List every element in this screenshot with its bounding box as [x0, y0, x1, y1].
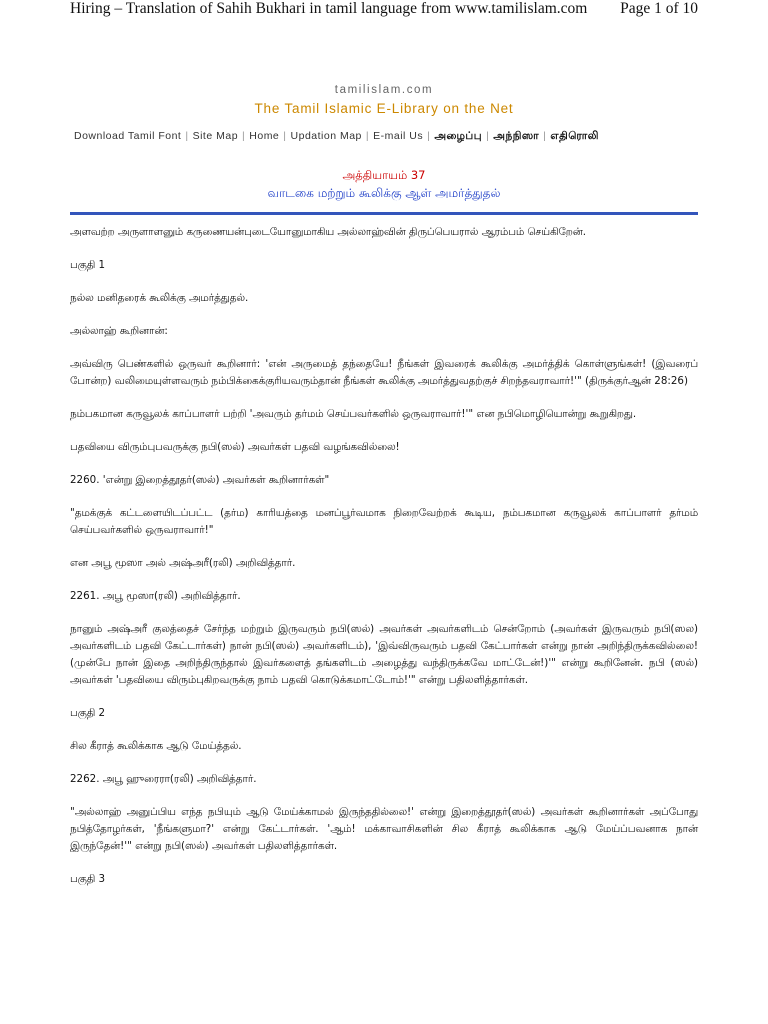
hadith-number: 2260. 'என்று இறைத்தூதர்(ஸல்) அவர்கள் கூறினார்கள்" [70, 474, 330, 486]
document-body [70, 224, 698, 904]
nav-separator: | [543, 130, 547, 142]
paragraph: நல்ல மனிதரைக் கூலிக்கு அமர்த்துதல். [70, 292, 249, 304]
paragraph: அல்லாஹ் கூறினான்: [70, 325, 168, 337]
paragraph: என அபூ மூஸா அல் அஷ்அரீ(ரலி) அறிவித்தார். [70, 557, 296, 569]
nav-separator: | [185, 130, 189, 142]
nav-download-tamil-font[interactable]: Download Tamil Font [74, 130, 182, 142]
nav-separator: | [365, 130, 370, 142]
site-name[interactable]: tamilislam.com [334, 84, 434, 96]
section-heading: பகுதி 2 [70, 707, 106, 719]
paragraph: "அல்லாஹ் அனுப்பிய எந்த நபியும் ஆடு மேய்க்காமல் இருந்ததில்லை!' என்று இறைத்தூதர்(ஸல்) அவர்கள் கூறினார்கள் அப்போது நபித்தோழர்கள், 'நீங்களுமா?' என்று கேட்டார்கள். 'ஆம்! மக்காவாசிகளின் சில கீராத் கூலிக்காக ஆடு மேய்ப்பவனாக நான் இருந்தேன்!'" என்று நபி(ஸல்) அவர்கள் பதிலளித்தார்கள். [70, 806, 698, 852]
nav-separator: | [486, 130, 490, 142]
divider-rule [70, 212, 698, 215]
nav-separator: | [427, 130, 431, 142]
nav-site-map[interactable]: Site Map [192, 130, 239, 142]
chapter-number: அத்தியாயம் 37 [342, 168, 426, 182]
paragraph: நம்பகமான கருவூலக் காப்பாளர் பற்றி 'அவரும் தர்மம் செய்பவர்களில் ஒருவராவார்!'" என நபிமொழியொன்று கூறுகிறது. [70, 408, 637, 420]
hadith-number: 2261. அபூ மூஸா(ரலி) அறிவித்தார். [70, 590, 241, 602]
paragraph: அளவற்ற அருளாளனும் கருணையன்புடையோனுமாகிய அல்லாஹ்வின் திருப்பெயரால் ஆரம்பம் செய்கிறேன். [70, 226, 586, 238]
nav-azhaippu[interactable]: அழைப்பு [434, 130, 483, 142]
nav-separator: | [242, 130, 246, 142]
page-header [70, 0, 698, 22]
hadith-number: 2262. அபூ ஹுரைரா(ரலி) அறிவித்தார். [70, 773, 257, 785]
section-heading: பகுதி 1 [70, 259, 106, 271]
paragraph: நானும் அஷ்அரீ குலத்தைச் சேர்ந்த மற்றும் இருவரும் நபி(ஸல்) அவர்கள் அவர்களிடம் சென்றோம் (அவர்கள் இருவரும் நபி(ஸல) அவர்களிடம் பதவி கேட்டார்கள்) நான் நபி(ஸல்) அவர்களிடம்), 'இவ்விருவரும் பதவி கேட்பார்கள் என்று நான் அறிந்திருக்கவில்லை! (முன்பே நான் இதை அறிந்திருந்தால் இவர்களைத் தங்களிடம் அழைத்து வந்திருக்கவே மாட்டேன்!)'" என்று கூறினேன். நபி (ஸல்) அவர்கள் 'பதவியை விரும்புகிறவருக்கு நாம் பதவி கொடுக்கமாட்டோம்!'" என்று பதிலளித்தார்கள். [70, 623, 698, 686]
nav-bar [74, 130, 694, 143]
section-heading: பகுதி 3 [70, 873, 106, 885]
site-tagline: The Tamil Islamic E-Library on the Net [254, 101, 514, 116]
paragraph: "தமக்குக் கட்டளையிடப்பட்ட (தர்ம) காரியத்தை மனப்பூர்வமாக நிறைவேற்றக் கூடிய, நம்பகமான கருவூலக் காப்பாளர் தர்மம் செய்பவர்களில் ஒருவராவார்!" [70, 507, 698, 536]
paragraph: அவ்விரு பெண்களில் ஒருவர் கூறினார்: 'என் அருமைத் தந்தையே! நீங்கள் இவரைக் கூலிக்கு அமர்த்திக் கொள்ளுங்கள்! (இவரைப் போன்ற) வலிமையுள்ளவரும் நம்பிக்கைக்குரியவரும்தான் நீங்கள் கூலிக்கு அமர்த்துவதற்குச் சிறந்தவராவார்!'" (திருக்குர்ஆன் 28:26) [70, 358, 698, 387]
nav-updation-map[interactable]: Updation Map [290, 130, 362, 142]
paragraph: பதவியை விரும்புபவருக்கு நபி(ஸல்) அவர்கள் பதவி வழங்கவில்லை! [70, 441, 400, 453]
nav-email-us[interactable]: E-mail Us [373, 130, 424, 142]
nav-separator: | [283, 130, 287, 142]
nav-annisa[interactable]: அந்நிஸா [493, 130, 540, 142]
nav-ethiroli[interactable]: எதிரொலி [550, 130, 599, 142]
chapter-title: வாடகை மற்றும் கூலிக்கு ஆள் அமர்த்துதல் [267, 186, 501, 200]
paragraph: சில கீராத் கூலிக்காக ஆடு மேய்த்தல். [70, 740, 242, 752]
document-title: Hiring – Translation of Sahih Bukhari in tamil language from www.tamilislam.com [70, 0, 588, 17]
nav-home[interactable]: Home [249, 130, 280, 142]
page-number: Page 1 of 10 [620, 0, 698, 17]
